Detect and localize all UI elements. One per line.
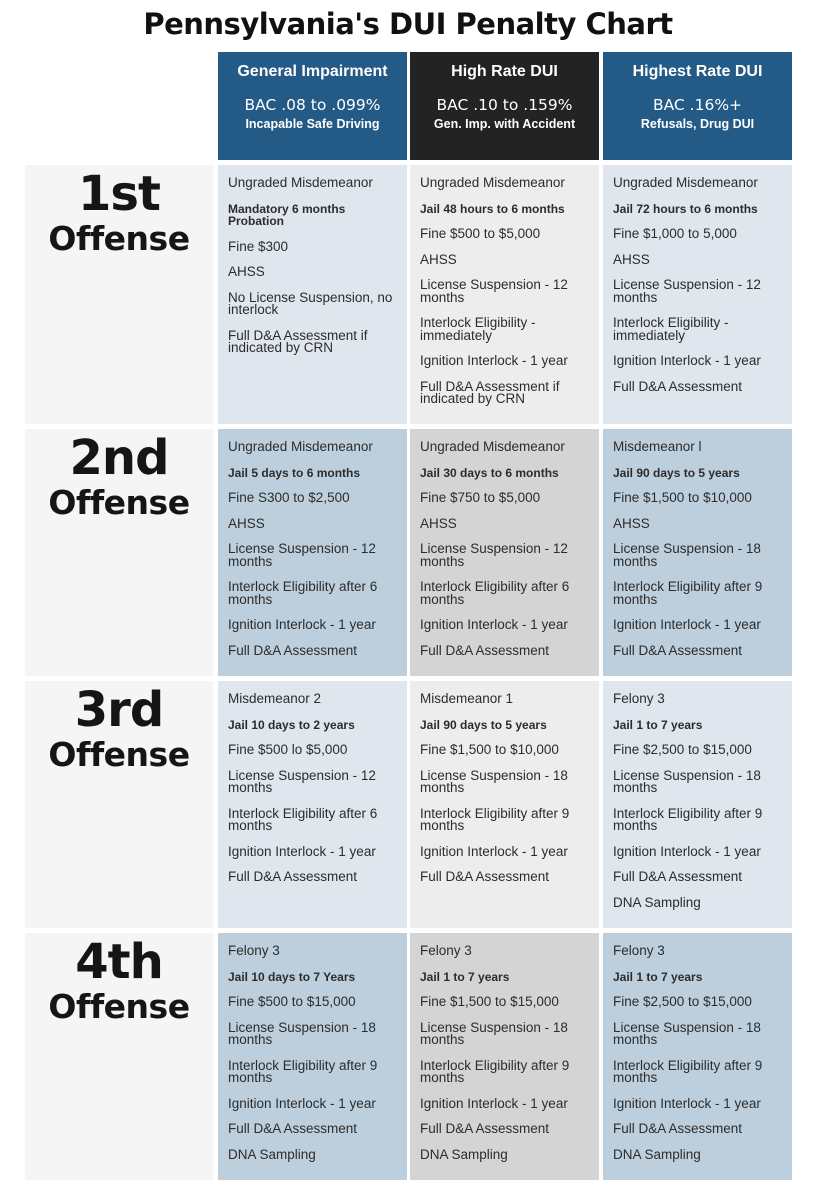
penalty-cell bbox=[603, 429, 792, 676]
penalty-item: Fine $2,500 to $15,000 bbox=[613, 742, 752, 757]
penalty-jail: Jail 90 days to 5 years bbox=[420, 717, 547, 732]
penalty-item: Full D&A Assessment if indicated by CRN bbox=[420, 378, 560, 406]
penalty-item: Interlock Eligibility after 6 months bbox=[228, 805, 378, 833]
penalty-cell bbox=[603, 681, 792, 928]
penalty-item: Fine $1,500 to $15,000 bbox=[420, 994, 559, 1009]
penalty-grade: Misdemeanor 1 bbox=[420, 691, 514, 706]
penalty-item: Fine $750 to $5,000 bbox=[420, 490, 541, 505]
penalty-cell bbox=[410, 429, 599, 676]
penalty-item: Ignition Interlock - 1 year bbox=[228, 617, 376, 632]
penalty-item: Full D&A Assessment bbox=[420, 642, 550, 658]
penalty-item: Interlock Eligibility after 6 months bbox=[228, 579, 378, 607]
penalty-item: Full D&A Assessment bbox=[613, 642, 743, 658]
penalty-item: Fine $1,000 to 5,000 bbox=[613, 226, 737, 241]
penalty-item: Fine $500 to $5,000 bbox=[420, 226, 541, 241]
penalty-item: Full D&A Assessment bbox=[613, 869, 743, 884]
column-header-high-rate bbox=[410, 52, 599, 160]
penalty-item: License Suspension - 12 months bbox=[228, 541, 376, 569]
penalty-grade: Ungraded Misdemeanor bbox=[613, 175, 758, 190]
column-bac: BAC .16%+ bbox=[652, 96, 743, 114]
penalty-cell bbox=[603, 165, 792, 424]
penalty-item: License Suspension - 18 months bbox=[420, 1019, 568, 1047]
penalty-grade: Ungraded Misdemeanor bbox=[228, 439, 373, 454]
row-label-1st-offense bbox=[25, 165, 213, 424]
penalty-item: License Suspension - 12 months bbox=[613, 277, 761, 305]
penalty-item: Interlock Eligibility - immediately bbox=[613, 315, 729, 343]
penalty-item: License Suspension - 18 months bbox=[613, 541, 761, 569]
penalty-item: Fine $2,500 to $15,000 bbox=[613, 994, 752, 1009]
penalty-item: Ignition Interlock - 1 year bbox=[228, 1095, 376, 1111]
penalty-grade: Ungraded Misdemeanor bbox=[420, 175, 565, 190]
penalty-cell bbox=[410, 681, 599, 928]
offense-word: Offense bbox=[48, 735, 190, 774]
offense-number: 3rd bbox=[74, 682, 164, 738]
penalty-item: Interlock Eligibility after 9 months bbox=[613, 579, 763, 607]
penalty-item: License Suspension - 18 months bbox=[228, 1019, 376, 1047]
penalty-item: AHSS bbox=[613, 251, 650, 267]
penalty-item: Ignition Interlock - 1 year bbox=[613, 843, 761, 859]
penalty-item: Full D&A Assessment bbox=[420, 869, 550, 884]
offense-number: 1st bbox=[78, 166, 160, 222]
penalty-jail: Jail 10 days to 7 Years bbox=[228, 969, 356, 984]
penalty-jail: Jail 90 days to 5 years bbox=[613, 465, 740, 480]
penalty-item: Interlock Eligibility after 9 months bbox=[420, 805, 570, 833]
penalty-item: Full D&A Assessment bbox=[228, 642, 358, 658]
penalty-item: License Suspension - 18 months bbox=[613, 767, 761, 795]
offense-number: 4th bbox=[75, 934, 163, 990]
penalty-item: Fine $1,500 to $10,000 bbox=[420, 742, 559, 757]
penalty-item: Full D&A Assessment bbox=[613, 378, 743, 394]
row-label-4th-offense bbox=[25, 933, 213, 1180]
penalty-item: Ignition Interlock - 1 year bbox=[613, 617, 761, 632]
column-header-highest-rate bbox=[603, 52, 792, 160]
column-subtitle: Incapable Safe Driving bbox=[245, 117, 380, 131]
penalty-grade: Felony 3 bbox=[228, 943, 280, 958]
penalty-item: License Suspension - 12 months bbox=[420, 277, 568, 305]
row-label-3rd-offense bbox=[25, 681, 213, 928]
offense-word: Offense bbox=[48, 987, 190, 1026]
penalty-cell bbox=[410, 933, 599, 1180]
penalty-grade: Ungraded Misdemeanor bbox=[228, 175, 373, 190]
penalty-cell bbox=[218, 429, 407, 676]
penalty-item: No License Suspension, no interlock bbox=[228, 289, 393, 317]
penalty-item: Fine $500 to $15,000 bbox=[228, 994, 356, 1009]
penalty-jail: Jail 30 days to 6 months bbox=[420, 465, 559, 480]
penalty-cell bbox=[218, 165, 407, 424]
penalty-item: License Suspension - 18 months bbox=[613, 1019, 761, 1047]
penalty-grade: Felony 3 bbox=[613, 943, 665, 958]
penalty-grade: Felony 3 bbox=[420, 943, 472, 958]
penalty-item: AHSS bbox=[228, 264, 265, 279]
penalty-item: License Suspension - 12 months bbox=[228, 767, 376, 795]
penalty-item: AHSS bbox=[228, 515, 265, 531]
penalty-item: Full D&A Assessment if indicated by CRN bbox=[228, 327, 368, 355]
penalty-grade: Misdemeanor l bbox=[613, 439, 702, 454]
penalty-item: Fine $300 bbox=[228, 238, 289, 254]
penalty-cell bbox=[410, 165, 599, 424]
penalty-item: Full D&A Assessment bbox=[420, 1121, 550, 1136]
penalty-jail: Jail 1 to 7 years bbox=[613, 717, 703, 732]
penalty-item: Fine $500 lo $5,000 bbox=[228, 742, 348, 757]
penalty-cell bbox=[218, 681, 407, 928]
penalty-item: Ignition Interlock - 1 year bbox=[420, 353, 568, 368]
penalty-grade: Ungraded Misdemeanor bbox=[420, 439, 565, 454]
penalty-item: Interlock Eligibility after 9 months bbox=[228, 1057, 378, 1085]
column-subtitle: Gen. Imp. with Accident bbox=[433, 117, 576, 131]
penalty-jail: Jail 5 days to 6 months bbox=[228, 465, 361, 480]
column-bac: BAC .10 to .159% bbox=[436, 96, 573, 114]
column-header-general-impairment bbox=[218, 52, 407, 160]
row-label-2nd-offense bbox=[25, 429, 213, 676]
penalty-item: License Suspension - 12 months bbox=[420, 541, 568, 569]
penalty-item: Fine S300 to $2,500 bbox=[228, 490, 350, 505]
column-subtitle: Refusals, Drug DUI bbox=[640, 117, 755, 131]
penalty-jail: Jail 1 to 7 years bbox=[613, 969, 703, 984]
penalty-item: DNA Sampling bbox=[228, 1146, 316, 1162]
penalty-item: Interlock Eligibility after 9 months bbox=[613, 805, 763, 833]
penalty-grade: Felony 3 bbox=[613, 691, 665, 706]
penalty-jail: Mandatory 6 months Probation bbox=[228, 201, 346, 228]
penalty-jail: Jail 1 to 7 years bbox=[420, 969, 510, 984]
penalty-grade: Misdemeanor 2 bbox=[228, 691, 322, 706]
penalty-item: Full D&A Assessment bbox=[228, 1121, 358, 1136]
penalty-jail: Jail 72 hours to 6 months bbox=[613, 201, 758, 216]
column-title: General Impairment bbox=[237, 63, 388, 80]
penalty-item: AHSS bbox=[420, 515, 457, 531]
penalty-item: AHSS bbox=[420, 251, 457, 267]
penalty-item: Full D&A Assessment bbox=[228, 869, 358, 884]
penalty-item: Interlock Eligibility after 9 months bbox=[613, 1057, 763, 1085]
column-bac: BAC .08 to .099% bbox=[244, 96, 381, 114]
penalty-item: Fine $1,500 to $10,000 bbox=[613, 490, 752, 505]
penalty-cell bbox=[603, 933, 792, 1180]
penalty-item: DNA Sampling bbox=[420, 1146, 508, 1162]
column-title: High Rate DUI bbox=[451, 63, 558, 80]
penalty-item: Ignition Interlock - 1 year bbox=[228, 843, 376, 859]
column-title: Highest Rate DUI bbox=[632, 63, 763, 80]
penalty-cell bbox=[218, 933, 407, 1180]
penalty-item: Ignition Interlock - 1 year bbox=[420, 1095, 568, 1111]
penalty-item: AHSS bbox=[613, 515, 650, 531]
penalty-jail: Jail 10 days to 2 years bbox=[228, 717, 355, 732]
page-title: Pennsylvania's DUI Penalty Chart bbox=[143, 7, 673, 41]
penalty-item: License Suspension - 18 months bbox=[420, 767, 568, 795]
penalty-item: Ignition Interlock - 1 year bbox=[420, 843, 568, 859]
penalty-item: Full D&A Assessment bbox=[613, 1121, 743, 1136]
offense-word: Offense bbox=[48, 483, 190, 522]
penalty-item: DNA Sampling bbox=[613, 1146, 701, 1162]
penalty-item: Ignition Interlock - 1 year bbox=[613, 1095, 761, 1111]
penalty-item: Ignition Interlock - 1 year bbox=[613, 353, 761, 368]
offense-number: 2nd bbox=[69, 430, 169, 486]
penalty-item: DNA Sampling bbox=[613, 894, 701, 910]
penalty-item: Interlock Eligibility after 9 months bbox=[420, 1057, 570, 1085]
penalty-item: Ignition Interlock - 1 year bbox=[420, 617, 568, 632]
penalty-item: Interlock Eligibility after 6 months bbox=[420, 579, 570, 607]
penalty-jail: Jail 48 hours to 6 months bbox=[420, 201, 565, 216]
offense-word: Offense bbox=[48, 219, 190, 258]
penalty-item: Interlock Eligibility - immediately bbox=[420, 315, 536, 343]
